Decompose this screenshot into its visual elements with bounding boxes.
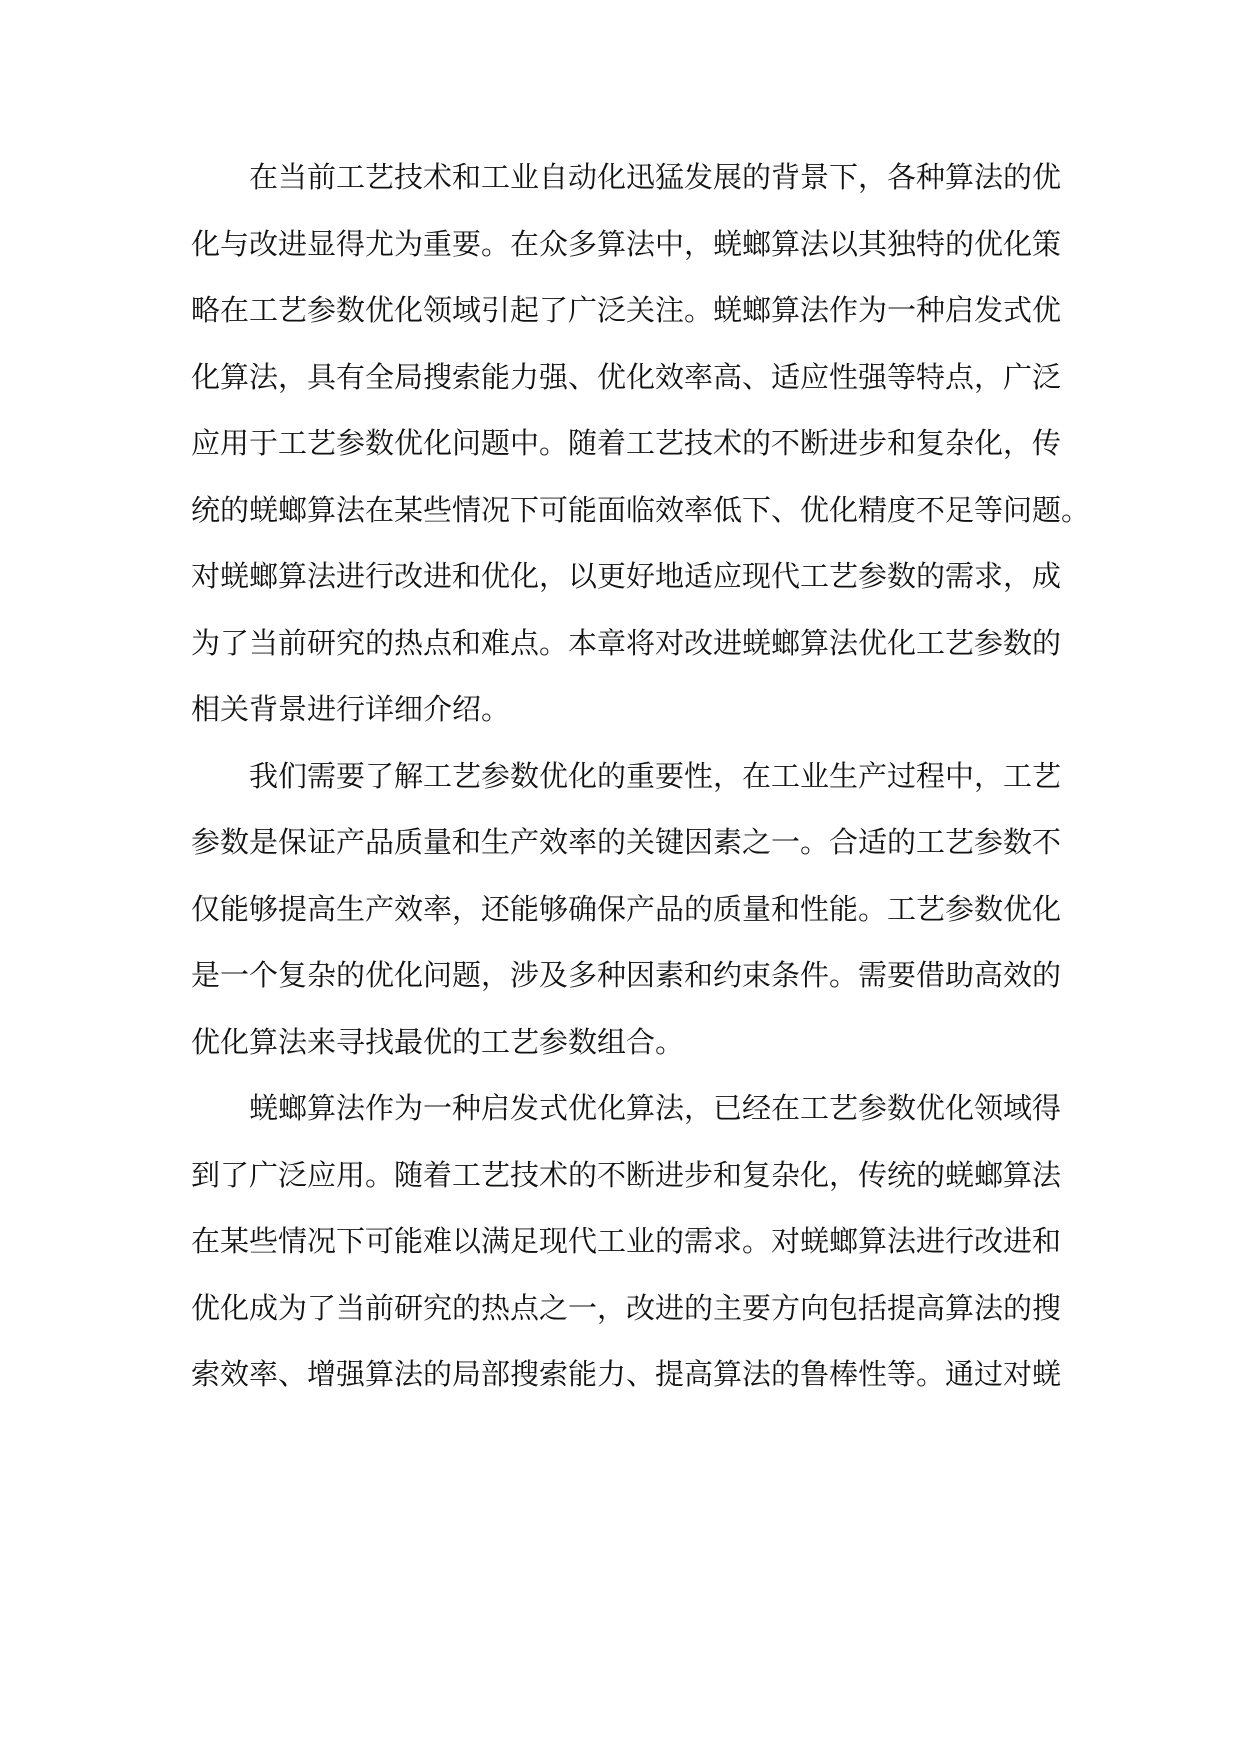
paragraph-line: 是一个复杂的优化问题，涉及多种因素和约束条件。需要借助高效的 (191, 958, 1062, 992)
paragraph-line: 蜣螂算法作为一种启发式优化算法，已经在工艺参数优化领域得 (249, 1091, 1062, 1125)
paragraph-line: 参数是保证产品质量和生产效率的关键因素之一。合适的工艺参数不 (191, 825, 1062, 859)
paragraph-line: 到了广泛应用。随着工艺技术的不断进步和复杂化，传统的蜣螂算法 (191, 1157, 1062, 1192)
paragraph-line: 对蜣螂算法进行改进和优化，以更好地适应现代工艺参数的需求，成 (191, 559, 1062, 593)
paragraph-line: 应用于工艺参数优化问题中。随着工艺技术的不断进步和复杂化，传 (191, 426, 1062, 460)
paragraph-line: 我们需要了解工艺参数优化的重要性，在工业生产过程中，工艺 (249, 758, 1062, 793)
paragraph-3 (191, 1075, 1061, 1408)
paragraph-1 (191, 144, 1091, 743)
paragraph-line: 化算法，具有全局搜索能力强、优化效率高、适应性强等特点，广泛 (191, 359, 1062, 394)
paragraph-line: 统的蜣螂算法在某些情况下可能面临效率低下、优化精度不足等问题。 (191, 492, 1091, 527)
paragraph-line: 仅能够提高生产效率，还能够确保产品的质量和性能。工艺参数优化 (191, 891, 1062, 926)
body-text (191, 144, 1091, 1408)
paragraph-line: 化与改进显得尤为重要。在众多算法中，蜣螂算法以其独特的优化策 (191, 226, 1062, 261)
paragraph-line: 索效率、增强算法的局部搜索能力、提高算法的鲁棒性等。通过对蜣 (191, 1357, 1062, 1391)
paragraph-line: 在当前工艺技术和工业自动化迅猛发展的背景下，各种算法的优 (249, 160, 1062, 194)
paragraph-line: 在某些情况下可能难以满足现代工业的需求。对蜣螂算法进行改进和 (191, 1224, 1062, 1258)
paragraph-2 (191, 743, 1061, 1076)
paragraph-line: 略在工艺参数优化领域引起了广泛关注。蜣螂算法作为一种启发式优 (191, 293, 1062, 327)
paragraph-line: 为了当前研究的热点和难点。本章将对改进蜣螂算法优化工艺参数的 (191, 625, 1062, 660)
paragraph-line: 优化算法来寻找最优的工艺参数组合。 (191, 1024, 685, 1059)
paragraph-line: 优化成为了当前研究的热点之一，改进的主要方向包括提高算法的搜 (191, 1290, 1062, 1325)
paragraph-line: 相关背景进行详细介绍。 (191, 692, 511, 726)
